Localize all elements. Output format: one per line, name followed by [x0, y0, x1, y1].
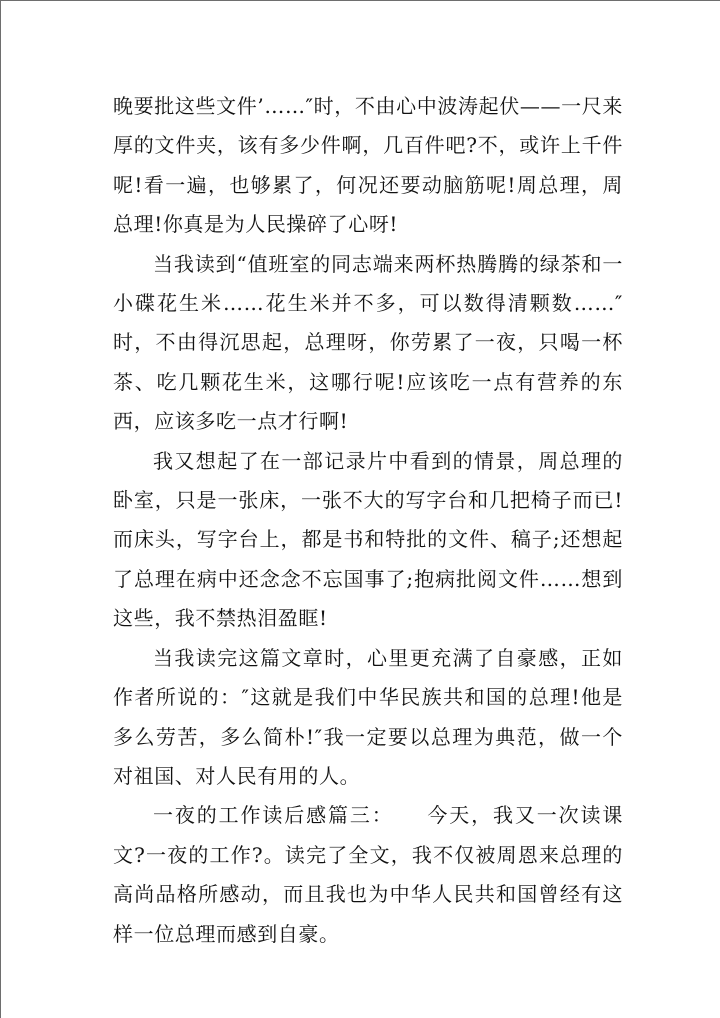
paragraph-1: 晚要批这些文件’……″时，不由心中波涛起伏——一尺来厚的文件夹，该有多少件啊，几百件吧?不，或许上千件呢!看一遍，也够累了，何况还要动脑筋呢!周总理，周总理!你真是为人民操碎了心呀!	[113, 94, 623, 237]
paragraph-4: 当我读完这篇文章时，心里更充满了自豪感，正如作者所说的：″这就是我们中华民族共和国的总理!他是多么劳苦，多么简朴!″我一定要以总理为典范，做一个对祖国、对人民有用的人。	[113, 645, 623, 788]
paragraph-5: 一夜的工作读后感篇三： 今天，我又一次读课文?一夜的工作?。读完了全文，我不仅被周恩来总理的高尚品格所感动，而且我也为中华人民共和国曾经有这样一位总理而感到自豪。	[113, 803, 623, 946]
paragraph-3: 我又想起了在一部记录片中看到的情景，周总理的卧室，只是一张床，一张不大的写字台和几把椅子而已!而床头，写字台上，都是书和特批的文件、稿子;还想起了总理在病中还念念不忘国事了;抱病批阅文件……想到这些，我不禁热泪盈眶!	[113, 448, 623, 631]
paragraph-2: 当我读到“值班室的同志端来两杯热腾腾的绿茶和一小碟花生米……花生米并不多，可以数得清颗数……″时，不由得沉思起，总理呀，你劳累了一夜，只喝一杯茶、吃几颗花生米，这哪行呢!应该吃一点有营养的东西，应该多吃一点才行啊!	[113, 251, 623, 434]
document-body	[113, 87, 623, 954]
